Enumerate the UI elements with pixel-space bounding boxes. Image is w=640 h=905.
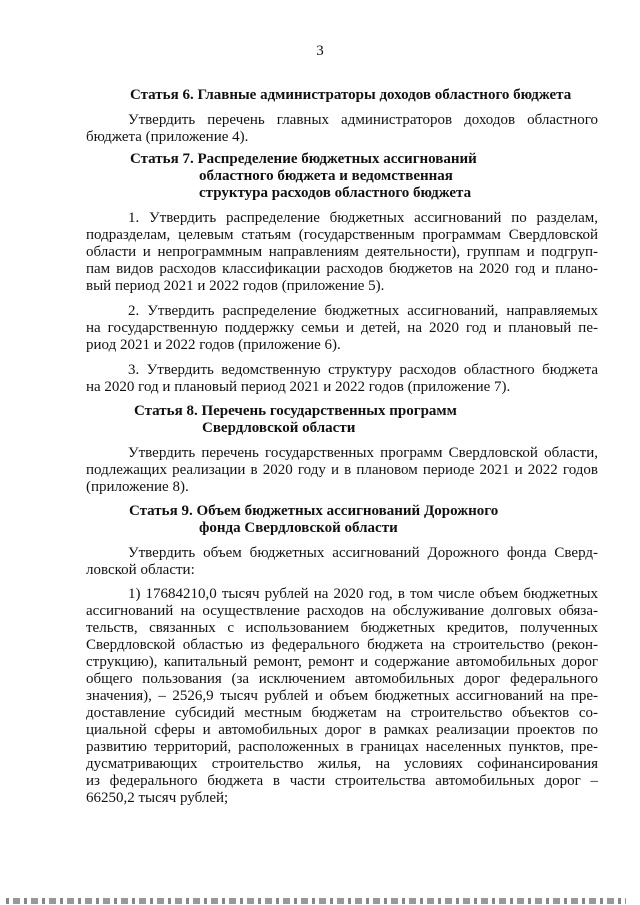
article-8-text-line: (приложение 8). [86, 479, 189, 495]
article-6-title: Статья 6. Главные администраторы доходов областного бюджета [130, 87, 572, 103]
article-7-text-line: 2. Утвердить распределение бюджетных ассигнований, направляемых [128, 303, 598, 319]
article-7-text-line: вый период 2021 и 2022 годов (приложение 5). [86, 278, 385, 294]
article-9-text-line: струкцию), капитальный ремонт, ремонт и содержание автомобильных дорог [86, 654, 598, 670]
article-9-text-line: тельств, связанных с использованием бюджетных кредитов, полученных [86, 620, 598, 636]
article-9-text-line: Свердловской областью из федерального бюджета на строительство (рекон- [86, 637, 598, 653]
article-8-title: Статья 8. Перечень государственных программ [134, 403, 457, 419]
article-9-title: Статья 9. Объем бюджетных ассигнований Дорожного [129, 503, 499, 519]
article-9-text-line: 66250,2 тысяч рублей; [86, 790, 229, 806]
article-8-text-line: Утвердить перечень государственных программ Свердловской области, [128, 445, 598, 461]
article-8-title: Свердловской области [202, 420, 356, 436]
article-7-text-line: на государственную поддержку семьи и детей, на 2020 год и плановый пе- [86, 320, 598, 336]
article-7-text-line: 3. Утвердить ведомственную структуру расходов областного бюджета [128, 362, 598, 378]
page-number: 3 [316, 43, 324, 59]
article-6-text-line: Утвердить перечень главных администраторов доходов областного [128, 112, 598, 128]
article-7-text-line: пам видов расходов классификации расходов бюджетов на 2020 год и плано- [86, 261, 598, 277]
article-9-text-line: развитию территорий, расположенных в границах населенных пунктов, пре- [86, 739, 598, 755]
article-9-text-line: ассигнований на осуществление расходов на обслуживание долговых обяза- [86, 603, 598, 619]
article-9-text-line: значения), – 2526,9 тысяч рублей и объем бюджетных ассигнований на пре- [86, 688, 598, 704]
article-9-text-line: доставление субсидий местным бюджетам на строительство объектов со- [86, 705, 598, 721]
article-7-text-line: 1. Утвердить распределение бюджетных ассигнований по разделам, [128, 210, 598, 226]
article-7-title: областного бюджета и ведомственная [199, 168, 453, 184]
article-8-text-line: подлежащих реализации в 2020 году и в плановом периоде 2021 и 2022 годов [86, 462, 598, 478]
article-7-title: структура расходов областного бюджета [199, 185, 472, 201]
article-7-text-line: подразделам, целевым статьям (государственным программам Свердловской [86, 227, 598, 243]
article-9-text-line: дусматривающих строительство жилья, на условиях софинансирования [86, 756, 598, 772]
article-7-title: Статья 7. Распределение бюджетных ассигнований [130, 151, 477, 167]
article-6-text-line: бюджета (приложение 4). [86, 129, 249, 145]
article-9-text-line: 1) 17684210,0 тысяч рублей на 2020 год, в том числе объем бюджетных [128, 586, 598, 602]
article-7-text-line: на 2020 год и плановый период 2021 и 2022 годов (приложение 7). [86, 379, 511, 395]
scan-artifact [6, 898, 626, 904]
article-9-text-line: общего пользования (за исключением автомобильных дорог федерального [86, 671, 598, 687]
article-9-text-line: ловской области: [86, 562, 195, 578]
article-7-text-line: области и непрограммным направлениям деятельности), группам и подгруп- [86, 244, 598, 260]
article-9-title: фонда Свердловской области [199, 520, 398, 536]
article-7-text-line: риод 2021 и 2022 годов (приложение 6). [86, 337, 341, 353]
article-9-text-line: из федерального бюджета в части строительства автомобильных дорог – [86, 773, 598, 789]
article-9-text-line: циальной сферы и автомобильных дорог в рамках реализации проектов по [86, 722, 598, 738]
article-9-text-line: Утвердить объем бюджетных ассигнований Дорожного фонда Сверд- [128, 545, 598, 561]
